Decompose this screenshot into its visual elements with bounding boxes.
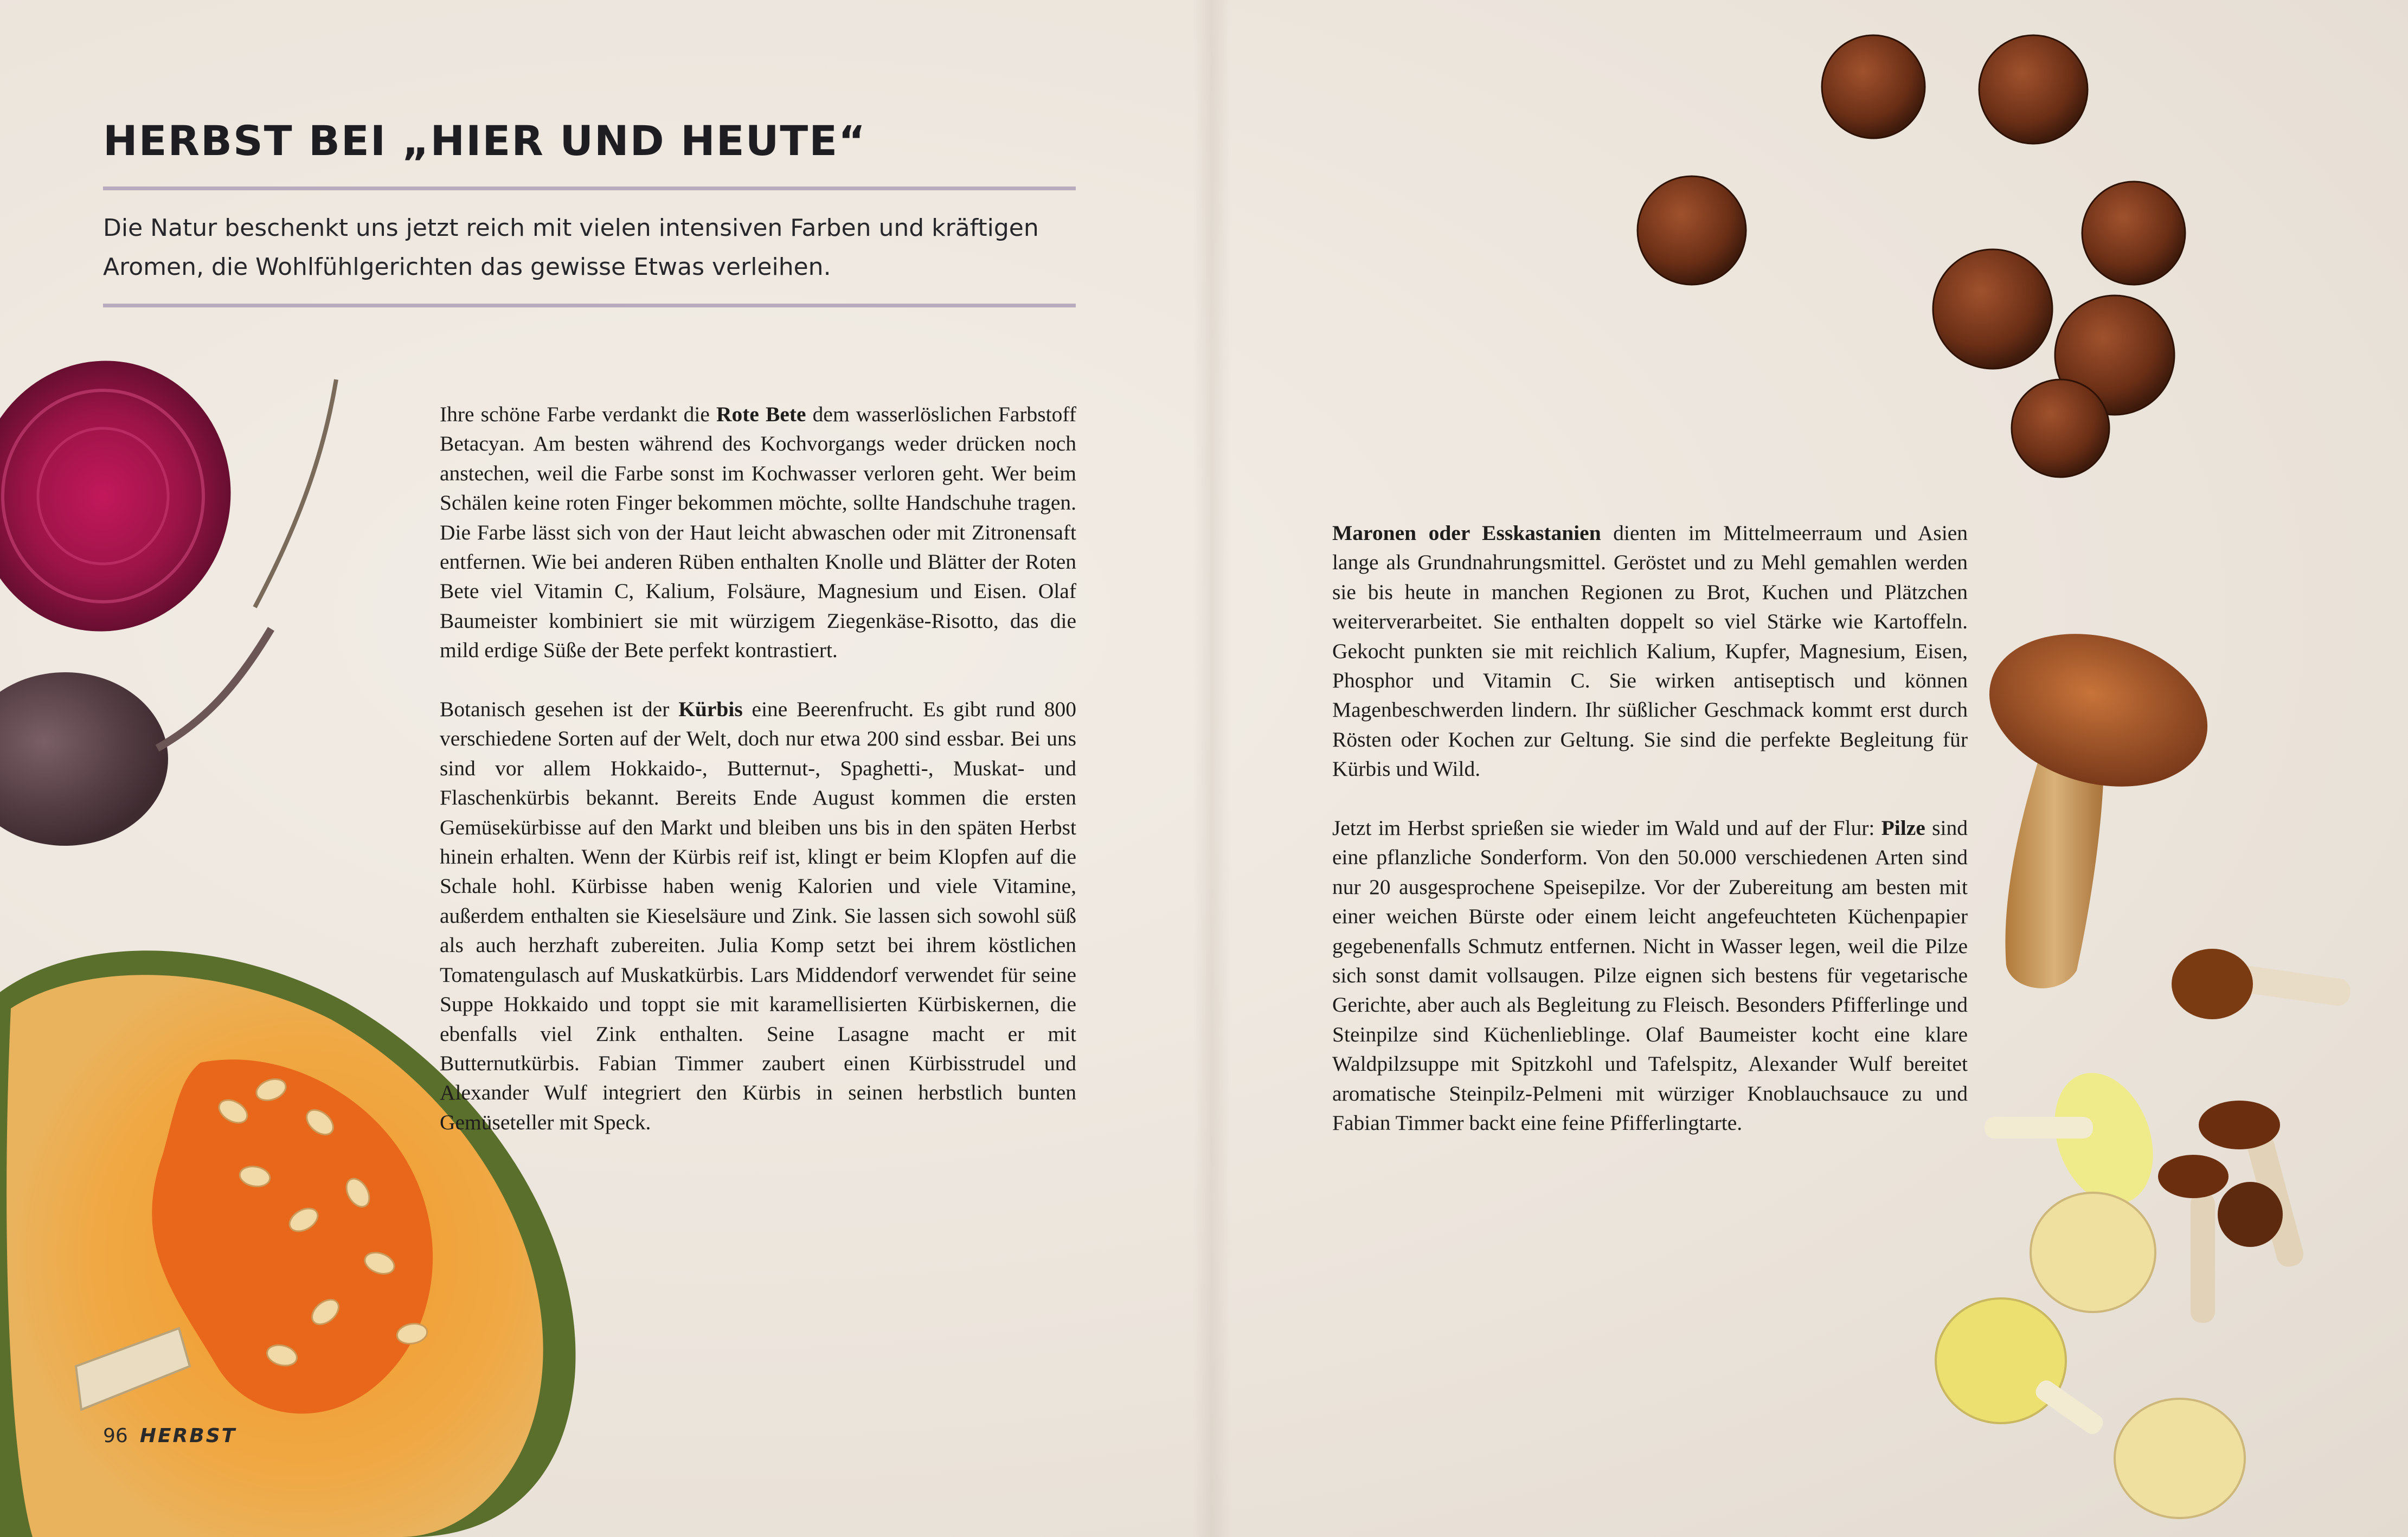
paragraph-text: Ihre schöne Farbe verdankt die [440, 402, 716, 426]
paragraph-text: Botanisch gesehen ist der [440, 697, 679, 722]
paragraph-maronen [1332, 518, 1968, 784]
chestnuts-photo [1638, 35, 2185, 477]
paragraph-text: dienten im Mittelmeerraum und Asien lange als Grundnahrungsmittel. Geröstet und zu Mehl gemahlen werden sie bis heute in manchen Regionen zu Brot, Kuchen und Plätzchen weiterverarbeitet. Sie enthalten doppelt so viel Stärke wie Kartoffeln. Gekocht punkten sie mit reichlich Kalium, Kupfer, Magnesium, Eisen, Phosphor und Vitamin C. Sie wirken antiseptisch und können Magenbeschwerden lindern. Ihr süßlicher Geschmack kommt erst durch Rösten oder Kochen zur Geltung. Sie sind die perfekte Begleitung für Kürbis und Wild. [1332, 521, 1968, 781]
left-text-column [440, 400, 1076, 1167]
title-rule-bottom [103, 304, 1076, 307]
page-footer [103, 1425, 236, 1447]
right-text-column [1332, 518, 1968, 1167]
paragraph-text: dem wasserlöslichen Farbstoff Betacyan. Am besten während des Kochvorgangs weder drücken noch anstechen, weil die Farbe sonst im Kochwasser verloren geht. Wer beim Schälen keine roten Finger bekommen möchte, sollte Handschuhe tragen. Die Farbe lässt sich von der Haut leicht abwaschen oder mit Zitronensaft entfernen. Wie bei anderen Rüben enthalten Knolle und Blätter der Roten Bete viel Vitamin C, Kalium, Folsäure, Magnesium und Eisen. Olaf Baumeister kombiniert sie mit würzigem Ziegenkäse-Risotto, das die mild erdige Süße der Bete perfekt kontrastiert. [440, 402, 1076, 663]
beetroot-photo [0, 340, 336, 846]
keyword-pilze: Pilze [1881, 816, 1925, 840]
keyword-kuerbis: Kürbis [678, 697, 743, 722]
paragraph-text: sind eine pflanzliche Sonderform. Von den 50.000 verschiedenen Arten sind nur 20 ausgesprochene Speisepilze. Vor der Zubereitung am besten mit einer weichen Bürste oder einem leicht angefeuchteten Küchenpapier gegebenenfalls Schmutz entfernen. Nicht in Wasser legen, weil die Pilze sich sonst damit vollsaugen. Pilze eignen sich bestens für vegetarische Gerichte, aber auch als Begleitung zu Fleisch. Besonders Pfifferlinge und Steinpilze sind Küchenlieblinge. Olaf Baumeister kocht eine klare Waldpilzsuppe mit Spitzkohl und Tafelspitz, Alexander Wulf bereitet aromatische Steinpilz-Pelmeni mit würziger Knoblauchsauce zu und Fabian Timmer backt eine feine Pfifferlingtarte. [1332, 816, 1968, 1135]
paragraph-text: Jetzt im Herbst sprießen sie wieder im Wald und auf der Flur: [1332, 816, 1882, 840]
title-rule-top [103, 187, 1076, 190]
keyword-rote-bete: Rote Bete [716, 402, 806, 426]
page-title: HERBST BEI „HIER UND HEUTE“ [103, 117, 867, 165]
paragraph-text: eine Beerenfrucht. Es gibt rund 800 verschiedene Sorten auf der Welt, doch nur etwa 200 sind essbar. Bei uns sind vor allem Hokkaido-, Butternut-, Spaghetti-, Muskat- und Flaschenkürbis bekannt. Bereits Ende August kommen die ersten Gemüsekürbisse auf den Markt und bleiben uns bis in den späten Herbst hinein erhalten. Wenn der Kürbis reif ist, klingt er beim Klopfen auf die Schale hohl. Kürbisse haben wenig Kalorien und viele Vitamine, außerdem enthalten sie Kieselsäure und Zink. Sie lassen sich sowohl süß als auch herzhaft zubereiten. Julia Komp setzt bei ihrem köstlichen Tomatengulasch auf Muskatkürbis. Lars Middendorf verwendet für seine Suppe Hokkaido und toppt sie mit karamellisierten Kürbiskernen, die ebenfalls viel Zink enthalten. Seine Lasagne macht er mit Butternutkürbis. Fabian Timmer zaubert einen Kürbisstrudel und Alexander Wulf integriert den Kürbis in seinen herbstlich bunten Gemüseteller mit Speck. [440, 697, 1076, 1134]
paragraph-rote-bete [440, 400, 1076, 665]
keyword-maronen: Maronen oder Esskastanien [1332, 521, 1601, 545]
paragraph-kuerbis [440, 694, 1076, 1137]
section-label: HERBST [139, 1425, 237, 1447]
page-number: 96 [103, 1425, 128, 1447]
mushrooms-photo [1936, 611, 2352, 1518]
intro-text: Die Natur beschenkt uns jetzt reich mit vielen intensiven Farben und kräftigen Aromen, die Wohlfühlgerichten das gewisse Etwas verleihen. [103, 214, 1039, 281]
paragraph-pilze [1332, 813, 1968, 1137]
